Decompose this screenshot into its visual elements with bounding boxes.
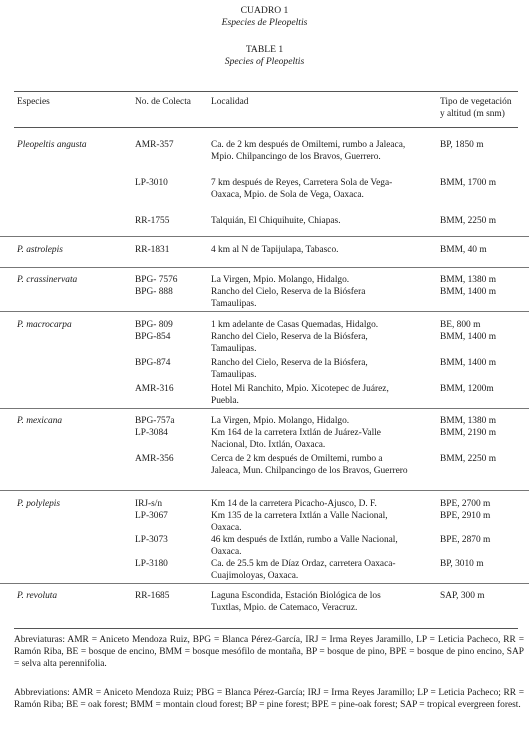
vegetation-altitude: SAP, 300 m: [440, 591, 485, 601]
vegetation-altitude: BMM, 1200m: [440, 384, 494, 394]
collection-number: BPG- 809: [135, 320, 173, 330]
vegetation-altitude: BMM, 2250 m: [440, 216, 496, 226]
collection-number: BPG-874: [135, 358, 171, 368]
collection-number: LP-3073: [135, 535, 168, 545]
locality: Laguna Escondida, Estación Biológica de los Tuxtlas, Mpio. de Catemaco, Veracruz.: [211, 591, 381, 613]
locality: Km 135 de la carretera Ixtlán a Valle Nacional, Oaxaca.: [211, 511, 388, 533]
table-row: [0, 354, 529, 380]
table-row: [0, 507, 529, 531]
table-top-rule: [14, 91, 518, 92]
caption-english-title: Species of Pleopeltis: [224, 55, 305, 67]
species-group: [0, 268, 529, 312]
collection-number: LP-3180: [135, 559, 168, 569]
collection-number: AMR-316: [135, 384, 174, 394]
table-row: [0, 495, 529, 507]
header-vegetation-line1: Tipo de vegetación: [440, 97, 512, 107]
locality: Talquián, El Chiquihuite, Chiapas.: [211, 216, 341, 226]
locality: Rancho del Cielo, Reserva de la Biósfera, Tamaulipas.: [211, 332, 368, 354]
collection-number: BPG-757a: [135, 416, 175, 426]
table-row: [0, 531, 529, 555]
caption-english: [0, 44, 529, 67]
table-row: [0, 587, 529, 623]
species-name: P. revoluta: [17, 591, 58, 601]
collection-number: RR-1831: [135, 245, 170, 255]
locality: 1 km adelante de Casas Quemadas, Hidalgo.: [211, 320, 379, 330]
vegetation-altitude: BPE, 2910 m: [440, 511, 491, 521]
locality: 7 km después de Reyes, Carretera Sola de Vega-Oaxaca, Mpio. de Sola de Vega, Oaxaca.: [211, 178, 393, 200]
collection-number: LP-3084: [135, 428, 168, 438]
vegetation-altitude: BMM, 40 m: [440, 245, 487, 255]
locality: Hotel Mi Ranchito, Mpio. Xicotepec de Juárez, Puebla.: [211, 384, 389, 406]
table-row: [0, 555, 529, 581]
table-row: [0, 241, 529, 265]
table-bottom-rule: [14, 628, 518, 629]
vegetation-altitude: BMM, 1700 m: [440, 178, 496, 188]
header-code: No. de Colecta: [135, 97, 191, 107]
vegetation-altitude: BPE, 2870 m: [440, 535, 491, 545]
table-row: [0, 271, 529, 283]
vegetation-altitude: BMM, 1400 m: [440, 358, 496, 368]
species-group: [0, 491, 529, 584]
caption-english-label: TABLE 1: [245, 44, 284, 55]
locality: Km 164 de la carretera Ixtlán de Juárez-Valle Nacional, Dto. Ixtlán, Oaxaca.: [211, 428, 381, 450]
species-name: P. astrolepis: [17, 245, 63, 255]
caption-spanish-title: Especies de Pleopeltis: [221, 16, 308, 28]
locality: Ca. de 2 km después de Omiltemi, rumbo a Jaleaca, Mpio. Chilpancingo de los Bravos, Guerrero.: [211, 140, 406, 162]
collection-number: IRJ-s/n: [135, 499, 163, 509]
header-locality: Localidad: [211, 97, 249, 107]
locality: 46 km después de Ixtlán, rumbo a Valle Nacional, Oaxaca.: [211, 535, 398, 557]
table-row: [0, 450, 529, 488]
species-name: P. macrocarpa: [17, 320, 72, 330]
species-group: [0, 312, 529, 409]
table-row: [0, 136, 529, 174]
species-name: Pleopeltis angusta: [17, 140, 87, 150]
header-vegetation: [440, 96, 512, 120]
collection-number: RR-1685: [135, 591, 170, 601]
vegetation-altitude: BP, 1850 m: [440, 140, 484, 150]
table-header-rule: [14, 127, 518, 128]
table-row: [0, 424, 529, 450]
collection-number: BPG- 888: [135, 287, 173, 297]
vegetation-altitude: BPE, 2700 m: [440, 499, 491, 509]
abbreviations-english: Abbreviations: AMR = Aniceto Mendoza Ruiz; PBG = Blanca Pérez-García; IRJ = Irma Reyes Jaramillo; LP = Leticia Pacheco; RR = Ramón Riba; BE = oak forest; BMM = montain cloud forest; BP = pine forest; BPE = pine-oak forest; SAP = tropical evergreen forest.: [14, 688, 524, 711]
locality: Km 14 de la carretera Picacho-Ajusco, D. F.: [211, 499, 377, 509]
vegetation-altitude: BMM, 1400 m: [440, 287, 496, 297]
table-row: [0, 212, 529, 234]
caption-spanish: [0, 5, 529, 28]
locality: La Virgen, Mpio. Molango, Hidalgo.: [211, 275, 350, 285]
vegetation-altitude: BP, 3010 m: [440, 559, 484, 569]
collection-number: BPG- 7576: [135, 275, 178, 285]
locality: Rancho del Cielo, Reserva de la Biósfera Tamaulipas.: [211, 287, 366, 309]
species-group: [0, 409, 529, 491]
table-body: [0, 131, 529, 625]
locality: Ca. de 25.5 km de Díaz Ordaz, carretera Oaxaca-Cuajimoloyas, Oaxaca.: [211, 559, 396, 581]
header-species: Especies: [17, 97, 50, 107]
abbreviations-spanish: Abreviaturas: AMR = Aniceto Mendoza Ruiz, BPG = Blanca Pérez-García, IRJ = Irma Reyes Jaramillo, LP = Leticia Pacheco, RR = Ramón Riba, BE = bosque de encino, BMM = bosque mesófilo de montaña, BP = bosque de pino, BPE = bosque de pino encino, SAP = selva alta perennifolia.: [14, 635, 524, 670]
vegetation-altitude: BMM, 2190 m: [440, 428, 496, 438]
header-vegetation-line2: y altitud (m snm): [440, 109, 505, 119]
vegetation-altitude: BMM, 1380 m: [440, 275, 496, 285]
species-group: [0, 584, 529, 625]
collection-number: LP-3067: [135, 511, 168, 521]
species-name: P. polylepis: [17, 499, 61, 509]
locality: Cerca de 2 km después de Omiltemi, rumbo a Jaleaca, Mun. Chilpancingo de los Bravos, Guerrero: [211, 454, 408, 476]
caption-spanish-label: CUADRO 1: [240, 5, 289, 16]
collection-number: BPG-854: [135, 332, 171, 342]
table-row: [0, 174, 529, 212]
vegetation-altitude: BMM, 2250 m: [440, 454, 496, 464]
species-name: P. crassinervata: [17, 275, 78, 285]
table-row: [0, 283, 529, 309]
collection-number: RR-1755: [135, 216, 170, 226]
vegetation-altitude: BMM, 1380 m: [440, 416, 496, 426]
table-row: [0, 380, 529, 406]
species-name: P. mexicana: [17, 416, 63, 426]
collection-number: LP-3010: [135, 178, 168, 188]
table-row: [0, 316, 529, 328]
locality: 4 km al N de Tapijulapa, Tabasco.: [211, 245, 339, 255]
locality: La Virgen, Mpio. Molango, Hidalgo.: [211, 416, 350, 426]
species-group: [0, 237, 529, 268]
table-row: [0, 328, 529, 354]
locality: Rancho del Cielo, Reserva de la Biósfera, Tamaulipas.: [211, 358, 368, 380]
collection-number: AMR-356: [135, 454, 174, 464]
vegetation-altitude: BMM, 1400 m: [440, 332, 496, 342]
table-row: [0, 412, 529, 424]
vegetation-altitude: BE, 800 m: [440, 320, 481, 330]
collection-number: AMR-357: [135, 140, 174, 150]
species-group: [0, 131, 529, 237]
